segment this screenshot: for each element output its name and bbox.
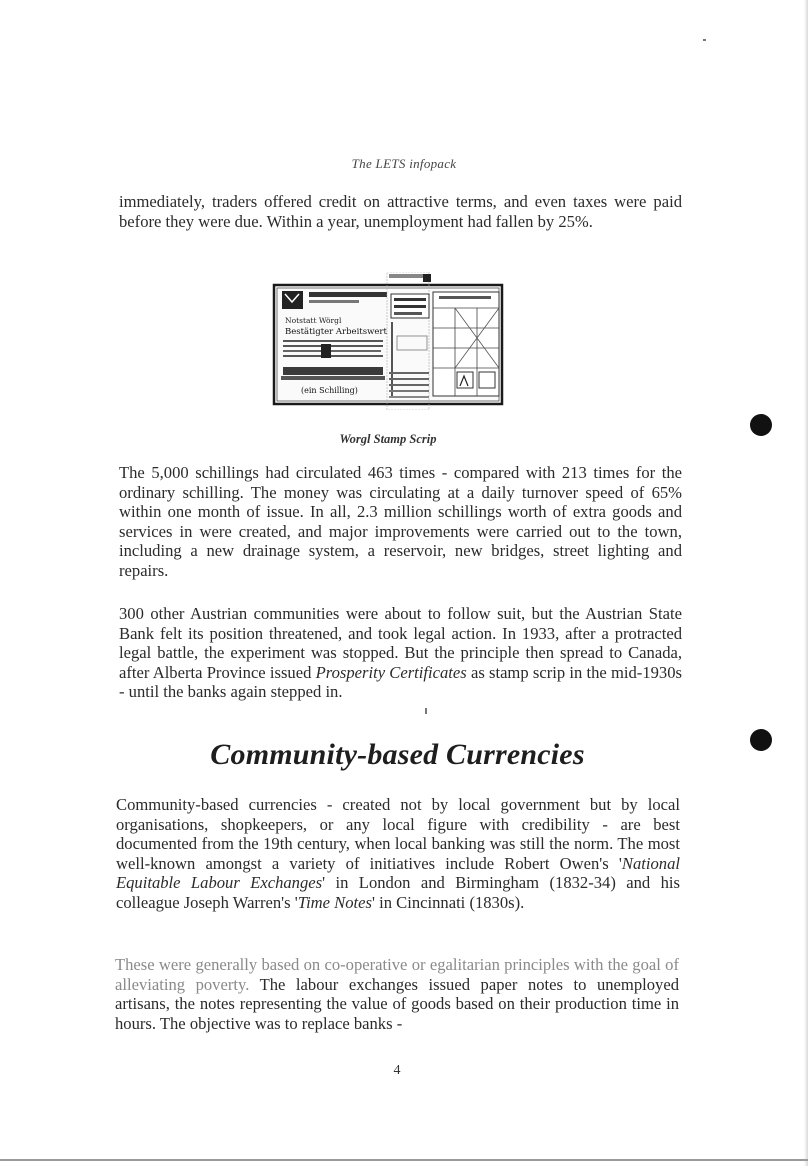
paragraph-spread-to-canada: [119, 604, 682, 702]
figure-caption: Worgl Stamp Scrip: [339, 432, 437, 446]
labour-exchanges-term: National Equitable Labour Exchanges: [116, 853, 680, 893]
section-heading: Community-based Currencies: [210, 738, 585, 771]
paragraph-text: as stamp scrip in the mid-1930s - until the banks again stepped in.: [119, 662, 682, 702]
paragraph-worgl-outcome: immediately, traders offered credit on attractive terms, and even taxes were paid before they were due. Within a year, unemployment had fallen by 25%.: [119, 192, 682, 231]
paragraph-text: ' in London and Birmingham (1832-34) and his colleague Joseph Warren's ': [116, 873, 680, 912]
paragraph-text: 300 other Austrian communities were about to follow suit, but the Austrian State Bank felt its position threatened, and took legal action. In 1933, after a protracted legal battle, the experiment was stopped. But the principle then spread to Canada, after Alberta Province issued: [119, 604, 682, 682]
punch-hole-bottom: [750, 729, 772, 751]
scan-speck: [703, 39, 706, 41]
faded-text: These were generally based on co-operative or egalitarian principles with the goal of alleviating poverty.: [115, 955, 679, 994]
page-edge-shadow: [804, 0, 808, 1166]
page-number: 4: [393, 1063, 401, 1078]
scrip-small-title: Notstatt Wörgl: [285, 316, 342, 325]
running-head: The LETS infopack: [351, 156, 457, 171]
stamp-scrip-illustration: [271, 272, 507, 410]
paragraph-text: The labour exchanges issued paper notes to unemployed artisans, the notes representing the value of goods based on their production time in hours. The objective was to replace banks -: [115, 974, 679, 1033]
scrip-main-title: Bestätigter Arbeitswert: [285, 327, 387, 337]
prosperity-certificates-term: Prosperity Certificates: [315, 662, 467, 682]
scan-speck: [425, 708, 427, 714]
time-notes-term: Time Notes: [297, 892, 372, 912]
paragraph-community-currencies: [116, 795, 680, 913]
paragraph-text: Community-based currencies - created not by local government but by local organisations, shopkeepers, or any local figure with credibility - are best documented from the 19th century, when local banking was still the norm. The most well-known amongst a variety of initiatives include Robert Owen's ': [116, 795, 680, 873]
worgl-stamp-scrip-image: [271, 272, 507, 410]
scrip-denomination: (ein Schilling): [301, 386, 358, 395]
paragraph-circulation-stats: The 5,000 schillings had circulated 463 times - compared with 213 times for the ordinary schilling. The money was circulating at a daily turnover speed of 65% within one month of issue. In all, 2.3 million schillings worth of extra goods and services in were created, and major improvements were carried out to the town, including a new drainage system, a reservoir, new bridges, street lighting and repairs.: [119, 463, 682, 580]
page-bottom-edge: [0, 1159, 808, 1161]
punch-hole-top: [750, 414, 772, 436]
paragraph-text: ' in Cincinnati (1830s).: [371, 892, 525, 912]
paragraph-labour-exchanges: [115, 955, 679, 1033]
